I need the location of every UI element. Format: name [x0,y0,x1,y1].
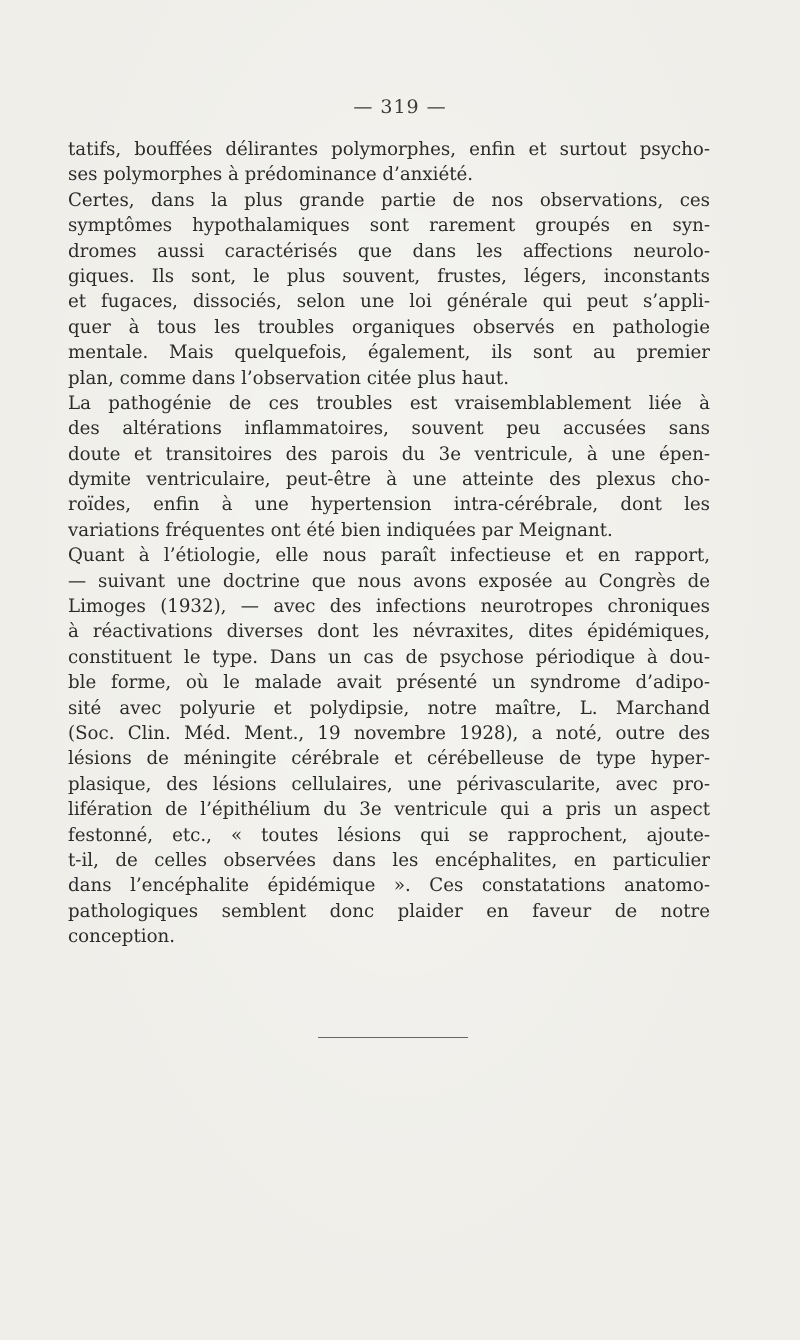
text-line: t-il, de celles observées dans les encéphalites, en particulier [68,849,710,871]
text-line: roïdes, enfin à une hypertension intra-cérébrale, dont les [68,494,710,516]
text-line: La pathogénie de ces troubles est vraisemblablement liée à [68,392,710,414]
text-line: des altérations inflammatoires, souvent peu accusées sans [68,418,710,440]
text-line: festonné, etc., « toutes lésions qui se rapprochent, ajoute- [68,824,710,846]
text-line: lifération de l’épithélium du 3e ventricule qui a pris un aspect [68,799,710,821]
text-line: mentale. Mais quelquefois, également, ils sont au premier [68,342,710,364]
text-line: Certes, dans la plus grande partie de nos observations, ces [68,189,710,211]
text-line: plasique, des lésions cellulaires, une périvascularite, avec pro- [68,773,710,795]
text-line: dymite ventriculaire, peut-être à une atteinte des plexus cho- [68,469,710,491]
text-line: giques. Ils sont, le plus souvent, frustes, légers, inconstants [68,265,710,287]
body-text [68,137,710,950]
text-line: dromes aussi caractérisés que dans les affections neurolo- [68,240,710,262]
text-line: quer à tous les troubles organiques observés en pathologie [68,316,710,338]
section-divider [318,1037,468,1038]
text-line: dans l’encéphalite épidémique ». Ces constatations anatomo- [68,875,710,897]
text-line: variations fréquentes ont été bien indiquées par Meignant. [68,519,613,541]
text-line: pathologiques semblent donc plaider en faveur de notre [68,900,710,922]
page-number: — 319 — [353,96,447,118]
text-line: sité avec polyurie et polydipsie, notre maître, L. Marchand [68,697,710,719]
text-line: ses polymorphes à prédominance d’anxiété. [68,164,474,186]
text-line: lésions de méningite cérébrale et cérébelleuse de type hyper- [68,748,710,770]
text-line: ble forme, où le malade avait présenté un syndrome d’adipo- [68,672,710,694]
text-line: conception. [68,926,176,948]
text-line: (Soc. Clin. Méd. Ment., 19 novembre 1928), a noté, outre des [68,722,710,744]
text-line: et fugaces, dissociés, selon une loi générale qui peut s’appli- [68,291,710,313]
text-line: constituent le type. Dans un cas de psychose périodique à dou- [68,646,710,668]
text-line: doute et transitoires des parois du 3e ventricule, à une épen- [68,443,710,465]
text-line: plan, comme dans l’observation citée plus haut. [68,367,510,389]
text-line: à réactivations diverses dont les névraxites, dites épidémiques, [68,621,710,643]
text-line: symptômes hypothalamiques sont rarement groupés en syn- [68,215,710,237]
text-line: Limoges (1932), — avec des infections neurotropes chroniques [68,596,710,618]
text-line: — suivant une doctrine que nous avons exposée au Congrès de [68,570,710,592]
text-line: tatifs, bouffées délirantes polymorphes, enfin et surtout psycho- [68,139,710,160]
text-line: Quant à l’étiologie, elle nous paraît infectieuse et en rapport, [68,545,710,567]
